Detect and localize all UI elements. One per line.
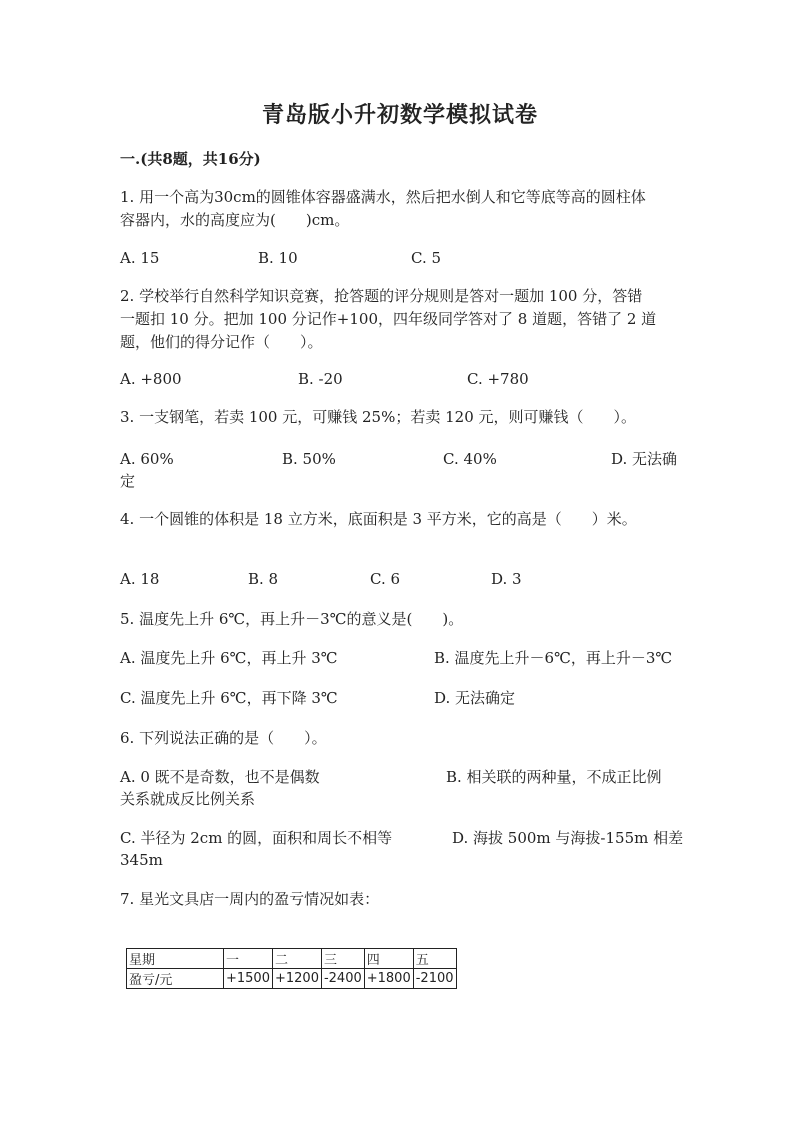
question-1-option-b: B. 10 — [258, 249, 298, 267]
table-header-cell: 一 — [224, 949, 273, 969]
table-row — [127, 969, 457, 989]
question-6 — [120, 727, 680, 750]
question-2-option-a: A. +800 — [120, 370, 182, 388]
question-6-option-d-continued: 345m — [120, 851, 163, 869]
table-header-cell: 五 — [413, 949, 456, 969]
table-header-row — [127, 949, 457, 969]
section-heading: 一.(共8题，共16分) — [120, 150, 261, 168]
table-header-cell: 星期 — [127, 949, 224, 969]
profit-loss-table — [126, 948, 457, 989]
question-3-option-a: A. 60% — [120, 450, 174, 468]
question-3-line-1: 3. 一支钢笔，若卖 100 元，可赚钱 25%；若卖 120 元，则可赚钱（ ）。 — [120, 408, 637, 426]
question-2 — [120, 285, 680, 354]
question-2-line-1: 2. 学校举行自然科学知识竞赛，抢答题的评分规则是答对一题加 100 分，答错 — [120, 287, 643, 305]
question-4-option-d: D. 3 — [491, 570, 522, 588]
question-4-line-1: 4. 一个圆锥的体积是 18 立方米，底面积是 3 平方米，它的高是（ ）米。 — [120, 510, 637, 528]
question-5-line-1: 5. 温度先上升 6℃，再上升－3℃的意义是( )。 — [120, 610, 464, 628]
page-title: 青岛版小升初数学模拟试卷 — [261, 102, 538, 128]
table-cell: 盈亏/元 — [127, 969, 224, 989]
question-1-option-a: A. 15 — [120, 249, 160, 267]
question-4-option-a: A. 18 — [120, 570, 160, 588]
question-4 — [120, 508, 680, 531]
question-2-option-c: C. +780 — [467, 370, 529, 388]
question-6-option-b-continued: 关系就成反比例关系 — [120, 790, 256, 808]
table-cell: -2100 — [413, 969, 456, 989]
question-6-option-b: B. 相关联的两种量，不成正比例 — [446, 768, 662, 786]
question-6-option-c: C. 半径为 2cm 的圆，面积和周长不相等 — [120, 829, 393, 847]
question-4-option-b: B. 8 — [248, 570, 279, 588]
table-header-cell: 四 — [364, 949, 413, 969]
question-5-option-b: B. 温度先上升－6℃，再上升－3℃ — [434, 649, 673, 667]
question-3-option-d-continued: 定 — [120, 472, 136, 490]
question-3 — [120, 406, 680, 429]
question-3-option-b: B. 50% — [282, 450, 336, 468]
question-6-line-1: 6. 下列说法正确的是（ ）。 — [120, 729, 327, 747]
question-2-option-b: B. -20 — [298, 370, 343, 388]
question-7 — [120, 888, 680, 911]
table-header-cell: 二 — [272, 949, 321, 969]
question-7-line-1: 7. 星光文具店一周内的盈亏情况如表： — [120, 890, 380, 908]
question-1-option-c: C. 5 — [411, 249, 442, 267]
question-2-line-3: 题，他们的得分记作（ ）。 — [120, 333, 323, 351]
question-1-line-2: 容器内，水的高度应为( )cm。 — [120, 211, 350, 229]
table-cell: +1200 — [272, 969, 321, 989]
question-3-option-d: D. 无法确 — [611, 450, 678, 468]
question-6-option-a: A. 0 既不是奇数，也不是偶数 — [120, 768, 320, 786]
question-2-line-2: 一题扣 10 分。把加 100 分记作+100，四年级同学答对了 8 道题，答错了 2 道 — [120, 310, 657, 328]
table-cell: +1800 — [364, 969, 413, 989]
question-1-line-1: 1. 用一个高为30cm的圆锥体容器盛满水，然后把水倒人和它等底等高的圆柱体 — [120, 188, 646, 206]
question-5-option-d: D. 无法确定 — [434, 689, 516, 707]
table-cell: -2400 — [321, 969, 364, 989]
question-5 — [120, 608, 680, 631]
table-header-cell: 三 — [321, 949, 364, 969]
question-1 — [120, 186, 680, 232]
question-4-option-c: C. 6 — [370, 570, 401, 588]
question-3-option-c: C. 40% — [443, 450, 497, 468]
question-5-option-a: A. 温度先上升 6℃，再上升 3℃ — [120, 649, 338, 667]
question-6-option-d: D. 海拔 500m 与海拔-155m 相差 — [452, 829, 684, 847]
question-5-option-c: C. 温度先上升 6℃，再下降 3℃ — [120, 689, 338, 707]
table-cell: +1500 — [224, 969, 273, 989]
